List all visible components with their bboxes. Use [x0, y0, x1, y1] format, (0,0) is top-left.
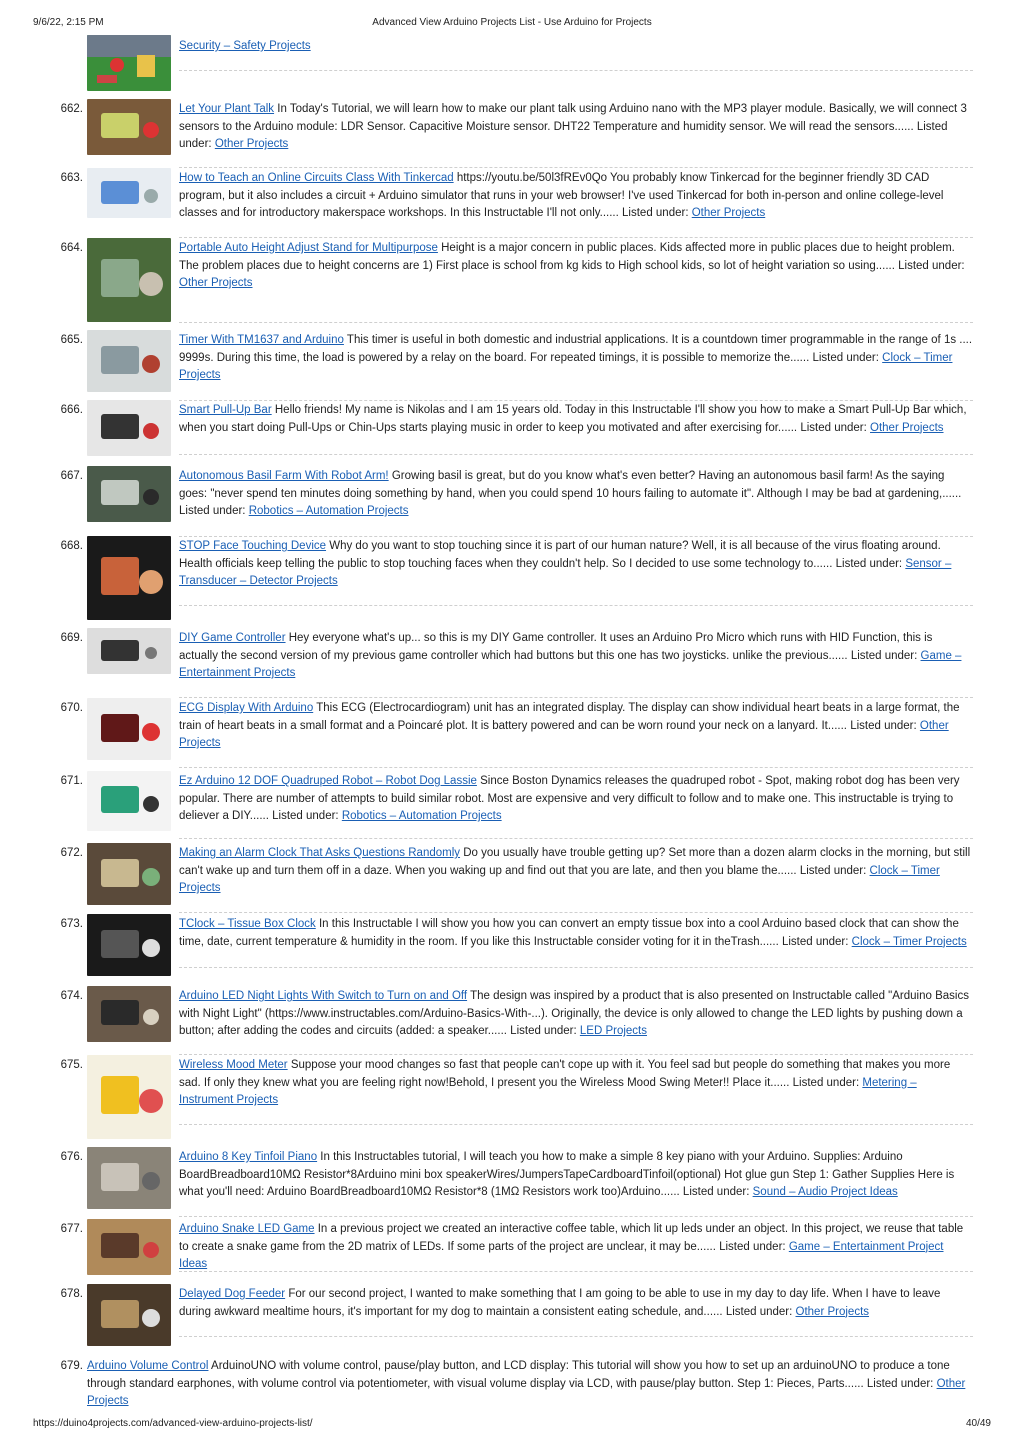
- print-date: 9/6/22, 2:15 PM: [33, 17, 104, 28]
- listed-under-label: Listed under:: [850, 649, 918, 662]
- entry-description: In a previous project we created an interactive coffee table, which lit up leds under an object. In this project, we reuse that table to create a snake game from the 2D matrix of LEDs. If some parts of the project are unclear, it may be......: [179, 1223, 964, 1253]
- entry-separator: [179, 1336, 973, 1337]
- print-footer: [33, 1418, 991, 1432]
- thumbnail-image: [87, 1284, 171, 1346]
- entry-number: 666.: [60, 404, 83, 416]
- entry-category-link[interactable]: Clock – Timer Projects: [179, 864, 940, 894]
- entry-title-link[interactable]: Arduino LED Night Lights With Switch to Turn on and Off: [179, 990, 468, 1002]
- listed-under-label: Listed under:: [898, 259, 965, 272]
- entry-number: 668.: [60, 540, 83, 552]
- entry-title-link[interactable]: DIY Game Controller: [179, 632, 286, 644]
- entry-text: [179, 700, 973, 753]
- entry-category-link[interactable]: Robotics – Automation Projects: [341, 810, 502, 822]
- entry-number: 676.: [60, 1151, 83, 1163]
- thumbnail-image: [87, 330, 171, 392]
- entry-separator: [179, 697, 973, 698]
- listed-under-label: Listed under:: [622, 207, 689, 219]
- entry-number: 674.: [60, 990, 83, 1002]
- entry-text: [179, 402, 973, 437]
- entry-category-link[interactable]: Other Projects: [795, 1305, 870, 1318]
- listed-under-label: Listed under:: [719, 1240, 786, 1253]
- entry-category-link[interactable]: LED Projects: [579, 1025, 647, 1037]
- entry-description: Height is a major concern in public places. Kids affected more in public places due to height problem. The problem places due to height concerns are 1) First place is school from kg kids to High school kids, so lot of height variation so using......: [179, 242, 955, 272]
- listed-under-label: Listed under:: [812, 351, 879, 364]
- listed-under-label: Listed under:: [682, 1186, 750, 1198]
- page-url: https://duino4projects.com/advanced-view-arduino-projects-list/: [33, 1418, 313, 1429]
- entry-description: Suppose your mood changes so fast that people can't cope up with it. You feel sad but people do something that makes you more sad. If only they knew what you are feeling right now!Behold, I present you the Wireless Mood Swing Meter!! Place it......: [179, 1059, 951, 1089]
- listed-under-label: Listed under:: [510, 1025, 577, 1037]
- listed-under-label: Listed under:: [179, 120, 948, 150]
- entry-separator: [179, 1054, 973, 1055]
- entry-number: 670.: [60, 702, 83, 714]
- entry-category-link[interactable]: Game – Entertainment Projects: [179, 649, 962, 679]
- entry-separator: [179, 454, 973, 455]
- entry-text: [179, 773, 973, 826]
- entry-category-link[interactable]: Other Projects: [179, 719, 949, 749]
- entry-number: 663.: [60, 172, 83, 184]
- entry-text: [179, 630, 973, 683]
- listed-under-label: Listed under:: [272, 810, 339, 822]
- entry-number: 675.: [60, 1059, 83, 1071]
- project-thumbnail[interactable]: [87, 35, 171, 91]
- entry-number: 672.: [60, 847, 83, 859]
- entry-text: [179, 170, 973, 223]
- entry-title-link[interactable]: Autonomous Basil Farm With Robot Arm!: [179, 470, 389, 482]
- entry-category-link[interactable]: Other Projects: [179, 277, 253, 289]
- entry-text: [179, 1057, 973, 1110]
- listed-under-label: Listed under:: [792, 1076, 860, 1089]
- project-thumbnail[interactable]: [87, 400, 171, 456]
- entry-text: [179, 845, 973, 898]
- entry-category-link[interactable]: Security – Safety Projects: [179, 40, 311, 52]
- project-thumbnail[interactable]: [87, 536, 171, 620]
- entry-number: 662.: [60, 103, 83, 115]
- listed-under-label: Listed under:: [800, 421, 867, 434]
- entry-number: 671.: [60, 775, 83, 787]
- entry-title-link[interactable]: Arduino 8 Key Tinfoil Piano: [179, 1151, 318, 1163]
- entry-number: 678.: [60, 1288, 83, 1300]
- entry-text: [87, 1358, 973, 1411]
- entry-description: https://youtu.be/50l3fREv0Qo You probably know Tinkercad for the beginner friendly 3D CAD program, but it also includes a circuit + Arduino simulator that runs in your web browser! I've used Tinkercad for both in-person and online college-level classes and for introductory makerspace workshops. In this Instructable I'll not only......: [179, 172, 944, 219]
- entry-separator: [179, 1271, 973, 1272]
- entry-separator: [179, 536, 973, 537]
- entry-description: Why do you want to stop touching since it is part of our human nature? Well, it is all because of the virus floating around. Health officials keep telling the public to stop touching faces when they couldn't help. So I decided to use some technology to......: [179, 540, 941, 570]
- thumbnail-image: [87, 1055, 171, 1139]
- entry-text: [179, 1286, 973, 1321]
- entry-separator: [179, 400, 973, 401]
- entry-title-link[interactable]: Portable Auto Height Adjust Stand for Multipurpose: [179, 242, 438, 254]
- entry-text: [179, 1149, 973, 1202]
- entry-title-link[interactable]: TClock – Tissue Box Clock: [179, 918, 316, 930]
- entry-title-link[interactable]: ECG Display With Arduino: [179, 702, 314, 714]
- thumbnail-image: [87, 238, 171, 322]
- entry-category-link[interactable]: Other Projects: [870, 421, 944, 434]
- thumbnail-image: [87, 1219, 171, 1275]
- entry-title-link[interactable]: Arduino Snake LED Game: [179, 1223, 315, 1235]
- project-thumbnail[interactable]: [87, 986, 171, 1042]
- listed-under-label: Listed under:: [835, 557, 903, 570]
- entry-description: Do you usually have trouble getting up? Set more than a dozen alarm clocks in the morning, but still can't wake up and turn them off in a daze. When you waking up and find out that you are late, and then you blame the......: [179, 847, 971, 877]
- entry-description: Since Boston Dynamics releases the quadruped robot - Spot, making robot dog has been very popular. There are number of attempts to build similar robot. Most are expensive and very difficult to follow and to make one. This instructable is trying to deliever a DIY......: [179, 775, 960, 822]
- print-header: [33, 17, 991, 31]
- entry-number: 677.: [60, 1223, 83, 1235]
- project-thumbnail[interactable]: [87, 771, 171, 831]
- project-thumbnail[interactable]: [87, 168, 171, 218]
- entry-category-link[interactable]: Sensor – Transducer – Detector Projects: [179, 557, 952, 587]
- entry-separator: [179, 1216, 973, 1217]
- entry-category-link[interactable]: Metering – Instrument Projects: [179, 1076, 917, 1106]
- entry-title-link[interactable]: Ez Arduino 12 DOF Quadruped Robot – Robot Dog Lassie: [179, 775, 477, 787]
- listed-under-label: Listed under:: [866, 1377, 934, 1390]
- listed-under-label: Listed under:: [799, 864, 867, 877]
- entry-separator: [179, 767, 973, 768]
- entry-category-link[interactable]: Sound – Audio Project Ideas: [752, 1186, 898, 1198]
- page-title: Advanced View Arduino Projects List - Use Arduino for Projects: [372, 17, 652, 28]
- project-thumbnail[interactable]: [87, 843, 171, 905]
- entry-description: In Today's Tutorial, we will learn how to make our plant talk using Arduino nano with the MP3 player module. Basically, we will connect 3 sensors to the Arduino module: LDR Sensor. Capacitive Moisture sensor. DHT22 Temperature and humidity sensor. We will read the sensors......: [179, 103, 967, 133]
- thumbnail-image: [87, 99, 171, 155]
- thumbnail-image: [87, 628, 171, 674]
- project-thumbnail[interactable]: [87, 330, 171, 392]
- entry-title-link[interactable]: Making an Alarm Clock That Asks Questions Randomly: [179, 847, 461, 859]
- project-thumbnail[interactable]: [87, 1284, 171, 1346]
- entry-number: 669.: [60, 632, 83, 644]
- thumbnail-image: [87, 914, 171, 976]
- thumbnail-image: [87, 536, 171, 620]
- entry-number: 667.: [60, 470, 83, 482]
- entry-title-link[interactable]: Wireless Mood Meter: [179, 1059, 288, 1071]
- entry-description: For our second project, I wanted to make something that I am going to be able to use in my day to day life. When I have to leave during awkward mealtime hours, it's important for my dog to maintain a consistent eating schedule, and......: [179, 1288, 941, 1318]
- entry-separator: [179, 605, 973, 606]
- entry-number: 679.: [60, 1360, 83, 1372]
- entry-description: ArduinoUNO with volume control, pause/play button, and LCD display: This tutorial will show you how to set up an arduinoUNO to produce a tone through standard earphones, with volume control via potentiometer, with visual volume display via LCD, with pause/play button. Step 1: Pieces, Parts......: [87, 1360, 950, 1390]
- entry-description: Hey everyone what's up... so this is my DIY Game controller. It uses an Arduino Pro Micro which runs with HID Function, this is actually the second version of my previous game controller which had buttons but this one has two joysticks. unlike the previous......: [179, 632, 933, 662]
- entry-text: [179, 332, 973, 385]
- entry-text: [179, 101, 973, 154]
- project-thumbnail[interactable]: [87, 914, 171, 976]
- page-number: 40/49: [965, 1418, 991, 1429]
- entry-separator: [179, 167, 973, 168]
- entry-separator: [179, 70, 973, 71]
- entry-title-link[interactable]: How to Teach an Online Circuits Class With Tinkercad: [179, 172, 454, 184]
- listed-under-label: Listed under:: [725, 1305, 793, 1318]
- listed-under-label: Listed under:: [179, 505, 246, 517]
- thumbnail-image: [87, 843, 171, 905]
- project-thumbnail[interactable]: [87, 1147, 171, 1209]
- project-thumbnail[interactable]: [87, 466, 171, 522]
- project-thumbnail[interactable]: [87, 628, 171, 674]
- entry-title-link[interactable]: Arduino Volume Control: [87, 1360, 209, 1372]
- entry-title-link[interactable]: STOP Face Touching Device: [179, 540, 327, 552]
- entry-category-link[interactable]: Game – Entertainment Project Ideas: [179, 1240, 944, 1270]
- project-thumbnail[interactable]: [87, 238, 171, 322]
- entry-title-link[interactable]: Smart Pull-Up Bar: [179, 404, 272, 416]
- entry-title-link[interactable]: Let Your Plant Talk: [179, 103, 275, 115]
- entry-number: 664.: [60, 242, 83, 254]
- thumbnail-image: [87, 986, 171, 1042]
- listed-under-label: Listed under:: [781, 935, 849, 948]
- entry-text: [179, 240, 973, 293]
- project-thumbnail[interactable]: [87, 698, 171, 760]
- entry-description: Growing basil is great, but do you know what's even better? Having an autonomous basil farm! As the saying goes: "never spend ten minutes doing something by hand, when you could spend 10 hours failing to automate it". Although I may be bad at gardening,......: [179, 470, 962, 500]
- thumbnail-image: [87, 698, 171, 760]
- entry-text: [179, 988, 973, 1041]
- listed-under-label: Listed under:: [850, 719, 917, 732]
- entry-separator: [179, 322, 973, 323]
- entry-category-link[interactable]: Other Projects: [214, 138, 289, 150]
- thumbnail-image: [87, 1147, 171, 1209]
- entry-description: This timer is useful in both domestic and industrial applications. It is a countdown timer programmable in the range of 1s .... 9999s. During this time, the load is powered by a relay on the board. For repeated timings, it is possible to memorize the......: [179, 334, 973, 364]
- entry-number: 665.: [60, 334, 83, 346]
- project-thumbnail[interactable]: [87, 99, 171, 155]
- entry-category-link[interactable]: Other Projects: [87, 1377, 966, 1407]
- thumbnail-image: [87, 168, 171, 218]
- entry-category-link[interactable]: Clock – Timer Projects: [851, 935, 967, 948]
- entry-text: [179, 1221, 973, 1274]
- entry-text: [179, 468, 973, 521]
- entry-separator: [179, 967, 973, 968]
- entry-title-link[interactable]: Delayed Dog Feeder: [179, 1288, 286, 1300]
- entry-number: 673.: [60, 918, 83, 930]
- thumbnail-image: [87, 466, 171, 522]
- entry-description: In this Instructable I will show you how you can convert an empty tissue box into a cool Arduino based clock that can show the time, date, current temperature & humidity in the room. If you like this Instructable consider voting for it in theTrash......: [179, 918, 959, 948]
- entry-title-link[interactable]: Timer With TM1637 and Arduino: [179, 334, 344, 346]
- entry-category-link[interactable]: Clock – Timer Projects: [179, 351, 953, 381]
- entry-text: [179, 916, 973, 951]
- entry-category-link[interactable]: Other Projects: [691, 207, 766, 219]
- entry-separator: [179, 912, 973, 913]
- entry-separator: [179, 237, 973, 238]
- entry-description: In this Instructables tutorial, I will teach you how to make a simple 8 key piano with your Arduino. Supplies: Arduino BoardBreadboard10MΩ Resistor*8Arduino mini box speakerWires/JumpersTapeCardboardTinfoil(optional) Hot glue gun Step 1: Gather Supplies Here is what you'll need: Arduino BoardBreadboard10MΩ Resistor*8 (1MΩ Resistors work too)Arduino......: [179, 1151, 955, 1198]
- thumbnail-image: [87, 771, 171, 831]
- entry-text: [179, 538, 973, 591]
- entry-separator: [179, 1124, 973, 1125]
- entry-category-link[interactable]: Robotics – Automation Projects: [248, 505, 409, 517]
- project-thumbnail[interactable]: [87, 1055, 171, 1139]
- entry-description: Hello friends! My name is Nikolas and I am 15 years old. Today in this Instructable I'll show you how to make a Smart Pull-Up Bar which, when you start doing Pull-Ups or Chin-Ups starts playing music in order to keep you motivated and after exercising for......: [179, 404, 967, 434]
- entry-separator: [179, 838, 973, 839]
- thumbnail-image: [87, 400, 171, 456]
- project-thumbnail[interactable]: [87, 1219, 171, 1275]
- entry-description: The design was inspired by a product that is also presented on Instructable called "Arduino Basics with Night Light" (https://www.instructables.com/Arduino-Basics-With-...). Originally, the device is only allowed to change the LED lights by pushing down a button; after adding the codes and circuits (added: a speaker......: [179, 990, 969, 1037]
- entry-description: This ECG (Electrocardiogram) unit has an integrated display. The display can show individual heart beats in a large format, the train of heart beats in a small format and a Poincaré plot. It is battery powered and can be worn round your neck on a lanyard. It......: [179, 702, 960, 732]
